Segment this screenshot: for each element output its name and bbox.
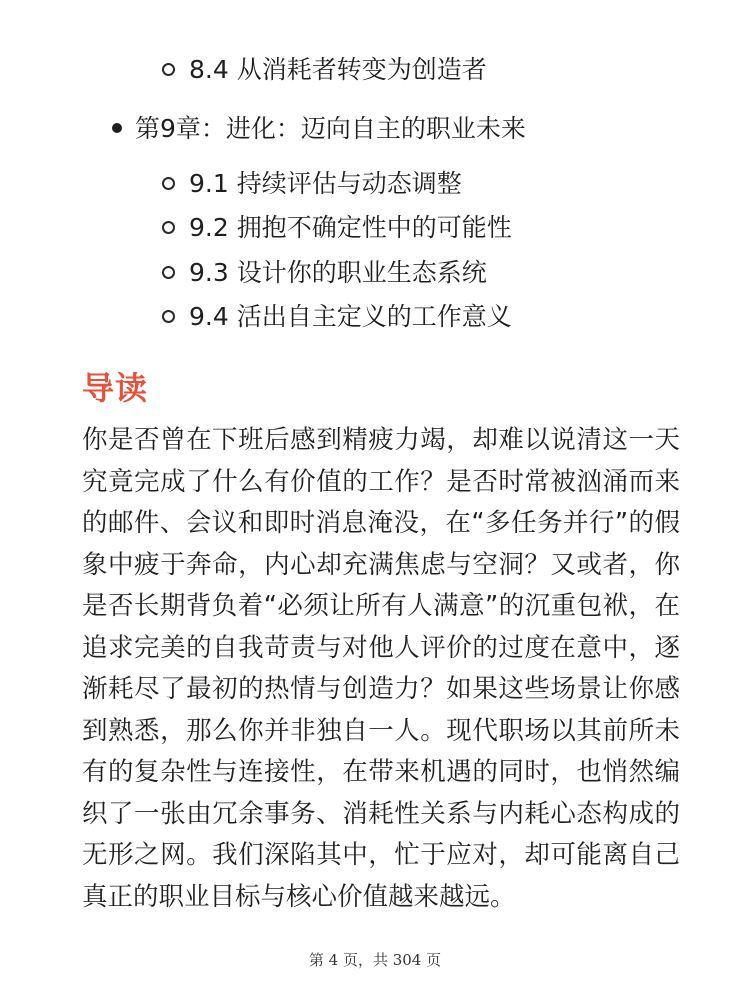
hollow-bullet-icon [162,310,175,323]
toc-item-label: 9.2 拥抱不确定性中的可能性 [189,213,512,242]
toc-chapter-label: 第9章：进化：迈向自主的职业未来 [135,114,526,143]
toc-item-9-4[interactable] [162,297,512,337]
toc-item-9-3[interactable] [162,253,487,293]
toc-item-9-1[interactable] [162,164,462,204]
intro-paragraph: 你是否曾在下班后感到精疲力竭，却难以说清这一天究竟完成了什么有价值的工作？是否时常被汹涌而来的邮件、会议和即时消息淹没，在“多任务并行”的假象中疲于奔命，内心却充满焦虑与空洞？又或者，你是否长期背负着“必须让所有人满意”的沉重包袱，在追求完美的自我苛责与对他人评价的过度在意中，逐渐耗尽了最初的热情与创造力？如果这些场景让你感到熟悉，那么你并非独自一人。现代职场以其前所未有的复杂性与连接性，在带来机遇的同时，也悄然编织了一张由冗余事务、消耗性关系与内耗心态构成的无形之网。我们深陷其中，忙于应对，却可能离自己真正的职业目标与核心价值越来越远。 [82,425,680,912]
toc-chapter-9[interactable] [112,109,526,149]
page-number-footer: 第 4 页，共 304 页 [308,951,442,969]
hollow-bullet-icon [162,177,175,190]
hollow-bullet-icon [162,63,175,76]
toc-item-label: 8.4 从消耗者转变为创造者 [189,55,487,84]
toc-item-8-4[interactable] [162,50,487,90]
solid-bullet-icon [112,123,122,133]
toc-item-label: 9.1 持续评估与动态调整 [189,169,462,198]
toc-item-9-2[interactable] [162,208,512,248]
toc-item-label: 9.4 活出自主定义的工作意义 [189,302,512,331]
section-heading: 导读 [82,369,149,407]
toc-item-label: 9.3 设计你的职业生态系统 [189,258,487,287]
hollow-bullet-icon [162,266,175,279]
hollow-bullet-icon [162,221,175,234]
